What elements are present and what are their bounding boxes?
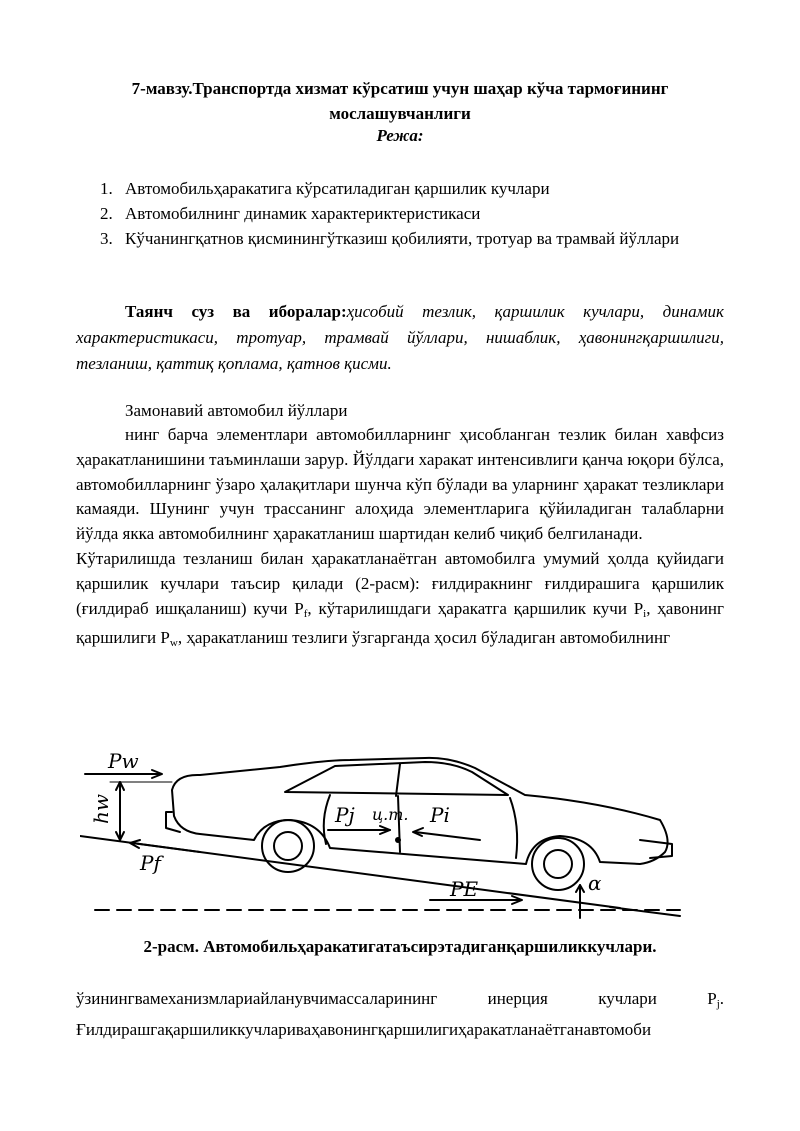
plan-item <box>100 176 700 201</box>
text-run: Кўтарилишда тезланиш билан ҳаракатланаётган автомобилга умумий ҳолда қуйидаги қаршилик кучлари таъсир қилади (2-расм): ғилдиракнинг ғилдирашига қаршилик (ғилдираб ишқаланиш) кучи P <box>76 548 724 618</box>
paragraph: нинг барча элементлари автомобилларнинг ҳисобланган тезлик билан хавфсиз ҳаракатланишини таъминлаши зарур. Йўлдаги харакат интенсивлиги қанча юқори бўлса, автомобилларнинг ўзаро ҳалақитлари шунча кўп бўлади ва уларнинг ҳаракат тезликлари камаяди. Шунинг учун трассанинг алоҳида элементларига қўйиладиган талабларни йўлда якка автомобилнинг ҳаракатланиш шартидан келиб чиқиб белгиланади. <box>76 425 724 544</box>
label-alpha: α <box>588 871 602 895</box>
title-line-2: мослашувчанлиги <box>329 104 471 123</box>
front-wheel-hub <box>544 850 572 878</box>
label-pe: PE <box>450 877 479 901</box>
label-pw: Pw <box>108 749 139 773</box>
page-title <box>76 76 724 126</box>
pi-arrow <box>415 832 480 840</box>
title-line-1: 7-мавзу.Транспортда хизмат кўрсатиш учун шаҳар кўча тармоғининг <box>131 79 669 98</box>
body-text <box>76 423 724 656</box>
plan-item-text: Автомобилнинг динамик характериктеристикаси <box>125 204 481 223</box>
plan-item-number: 1. <box>100 179 113 198</box>
plan-item-number: 2. <box>100 204 113 223</box>
plan-item <box>100 201 700 226</box>
text-run: ўзинингвамеханизмлариайланувчимассаларининг инерция кучлари P <box>76 989 717 1008</box>
window-pillar <box>396 764 400 796</box>
keywords-paragraph <box>76 299 724 377</box>
plan-list <box>100 176 700 251</box>
text-run: , кўтарилишдаги ҳаракатга қаршилик кучи P <box>307 598 644 618</box>
label-pi: Pi <box>430 803 450 827</box>
subscript: j <box>716 998 720 1010</box>
text-line <box>76 986 724 1017</box>
keywords-label: Таянч суз ва иборалар: <box>125 302 347 321</box>
door-line <box>324 795 330 844</box>
label-hw: hw <box>89 794 113 824</box>
rear-wheel-hub <box>274 832 302 860</box>
door-line <box>510 798 517 858</box>
text-line: Ғилдирашгақаршиликкучлариваҳавонингқаршилигиҳаракатланаётганавтомоби <box>76 1020 652 1039</box>
paragraph-start: Замонавий автомобил йўллари <box>125 401 348 420</box>
text-run: , ҳавонинг қаршилиги P <box>76 598 724 648</box>
text-run: , ҳаракатланиш тезлиги ўзгарганда ҳосил бўладиган автомобилнинг <box>177 628 671 648</box>
center-of-gravity-dot <box>395 837 401 843</box>
car-forces-figure <box>80 740 690 922</box>
plan-heading: Режа: <box>376 126 424 145</box>
plan-item-text: Кўчанингқатнов қисминингўтказиш қобилияти, тротуар ва трамвай йўллари <box>125 229 680 248</box>
subscript: w <box>169 637 178 650</box>
plan-item-number: 3. <box>100 229 113 248</box>
label-ct: ц.т. <box>372 805 409 824</box>
keywords-text: ҳисобий тезлик, қаршилик кучлари, динамик характеристикаси, тротуар, трамвай йўллари, нишаблик, ҳавонингқаршилиги, тезланиш, қаттиқ қоплама, қатнов қисми. <box>76 302 724 373</box>
car-diagram <box>80 740 690 922</box>
continuation-text <box>76 986 724 1043</box>
subscript: i <box>643 607 647 620</box>
paragraph <box>76 547 724 656</box>
road-extension-line <box>610 907 680 916</box>
label-pj: Pj <box>335 803 355 827</box>
front-wheel <box>532 838 584 890</box>
plan-item-text: Автомобильҳаракатига кўрсатиладиган қаршилик кучлари <box>125 179 550 198</box>
figure-caption: 2-расм. Автомобильҳаракатигатаъсирэтадиганқаршиликкучлари. <box>143 937 657 956</box>
subscript: f <box>303 607 308 620</box>
text-run: . <box>719 989 724 1008</box>
label-pf: Pf <box>140 851 161 875</box>
plan-item <box>100 226 700 251</box>
car-body <box>172 758 668 864</box>
